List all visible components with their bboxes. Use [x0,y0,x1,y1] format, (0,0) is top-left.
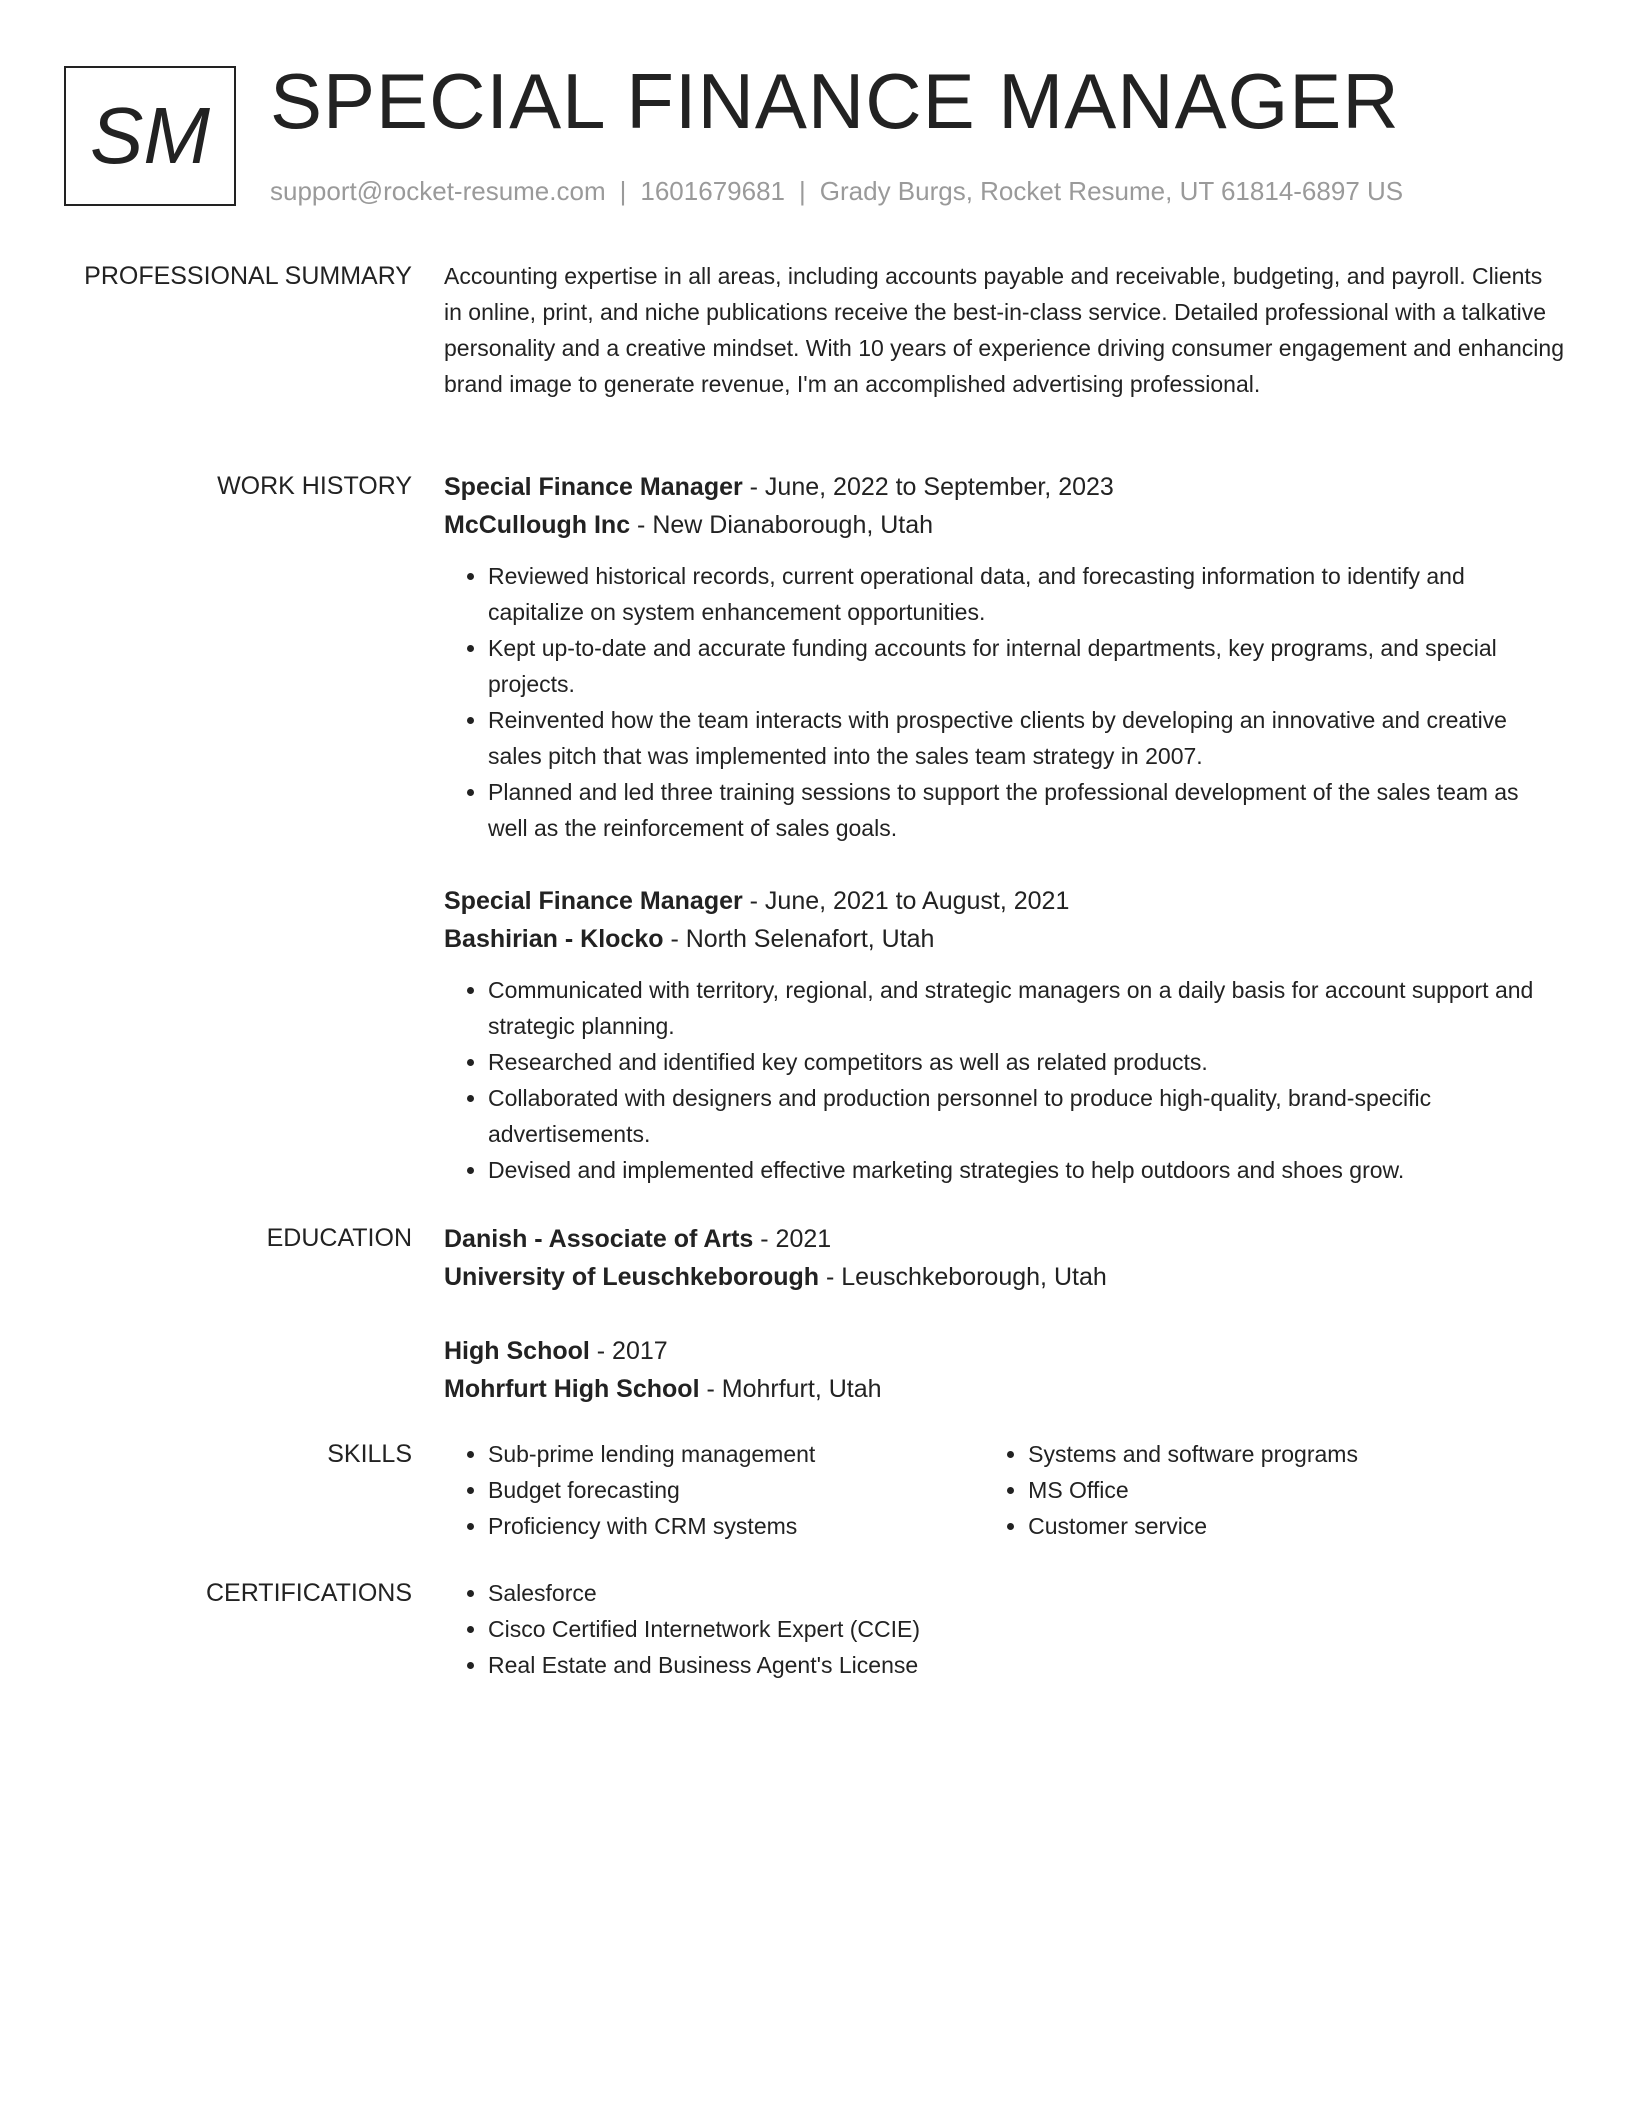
contact-line [270,174,1403,208]
work-history-label: WORK HISTORY [217,472,412,500]
certification-item: • Real Estate and Business Agent's License [488,1647,1564,1683]
certifications-label: CERTIFICATIONS [205,1579,412,1607]
contact-separator: | [619,176,627,206]
skill-item: • Systems and software programs [1028,1436,1564,1472]
certification-item: • Cisco Certified Internetwork Expert (CCIE) [488,1611,1564,1647]
education-entry [444,1220,1564,1296]
education-degree: Danish - Associate of Arts [444,1225,754,1253]
education-year: - 2017 [589,1337,668,1365]
education-year: - 2021 [753,1225,832,1253]
job-bullet: • Kept up-to-date and accurate funding accounts for internal departments, key programs, and special projects. [488,630,1564,702]
skill-item: • Customer service [1028,1508,1564,1544]
job-bullet: • Devised and implemented effective marketing strategies to help outdoors and shoes grow. [488,1152,1564,1188]
job-entry [444,468,1564,846]
job-location: - North Selenafort, Utah [663,925,935,953]
job-location: - New Dianaborough, Utah [630,511,934,539]
monogram-initials: SM [90,91,210,180]
education-school-line [444,1258,1564,1296]
certification-item: • Salesforce [488,1575,1564,1611]
skill-item: • Budget forecasting [488,1472,984,1508]
job-bullet: • Reviewed historical records, current operational data, and forecasting information to identify and capitalize on system enhancement opportunities. [488,558,1564,630]
job-dates: - June, 2022 to September, 2023 [742,473,1114,501]
certifications-list [444,1575,1564,1683]
job-company-line [444,506,1564,544]
education-school: Mohrfurt High School [444,1375,700,1403]
skills-label: SKILLS [327,1440,412,1468]
skills-grid [444,1436,1564,1544]
education-school-line [444,1370,1564,1408]
job-dates: - June, 2021 to August, 2021 [742,887,1070,915]
job-company: Bashirian - Klocko [444,925,664,953]
skill-item: • Proficiency with CRM systems [488,1508,984,1544]
contact-phone: 1601679681 [640,176,785,206]
contact-address: Grady Burgs, Rocket Resume, UT 61814-6897 US [819,176,1404,206]
job-bullet: • Collaborated with designers and production personnel to produce high-quality, brand-specific advertisements. [488,1080,1564,1152]
certifications-body [444,1575,1564,1683]
education-location: - Leuschkeborough, Utah [819,1263,1107,1291]
education-entry [444,1332,1564,1408]
summary-body [444,258,1564,402]
job-bullet: • Researched and identified key competitors as well as related products. [488,1044,1564,1080]
monogram [64,66,236,206]
contact-separator: | [799,176,806,206]
job-bullet: • Planned and led three training sessions to support the professional development of the sales team as well as the reinforcement of sales goals. [488,774,1564,846]
job-company-line [444,920,1564,958]
job-title-line [444,882,1564,920]
education-body [444,1220,1564,1408]
summary-text: Accounting expertise in all areas, including accounts payable and receivable, budgeting, and payroll. Clients in online, print, and niche publications receive the best-in-class service. Detailed professional with a talkative personality and a creative mindset. With 10 years of experience driving consumer engagement and enhancing brand image to generate revenue, I'm an accomplished advertising professional. [444,263,1564,397]
skills-list-right [984,1436,1564,1544]
education-school: University of Leuschkeborough [444,1263,820,1291]
education-label: EDUCATION [266,1224,412,1252]
job-title: Special Finance Manager [444,887,743,915]
resume-title: SPECIAL FINANCE MANAGER [270,57,1400,145]
contact-email: support@rocket-resume.com [270,176,606,206]
work-history-body [444,468,1564,1188]
education-degree-line [444,1332,1564,1370]
education-degree: High School [444,1337,590,1365]
skill-item: • Sub-prime lending management [488,1436,984,1472]
job-entry [444,882,1564,1188]
job-title-line [444,468,1564,506]
education-degree-line [444,1220,1564,1258]
skill-item: • MS Office [1028,1472,1564,1508]
job-bullets [444,558,1564,846]
job-company: McCullough Inc [444,511,631,539]
education-location: - Mohrfurt, Utah [699,1375,882,1403]
job-title: Special Finance Manager [444,473,743,501]
skills-body [444,1436,1564,1544]
job-bullet: • Reinvented how the team interacts with prospective clients by developing an innovative and creative sales pitch that was implemented into the sales team strategy in 2007. [488,702,1564,774]
job-bullet: • Communicated with territory, regional, and strategic managers on a daily basis for account support and strategic planning. [488,972,1564,1044]
skills-list-left [444,1436,984,1544]
summary-label: PROFESSIONAL SUMMARY [84,262,412,290]
job-bullets [444,972,1564,1188]
